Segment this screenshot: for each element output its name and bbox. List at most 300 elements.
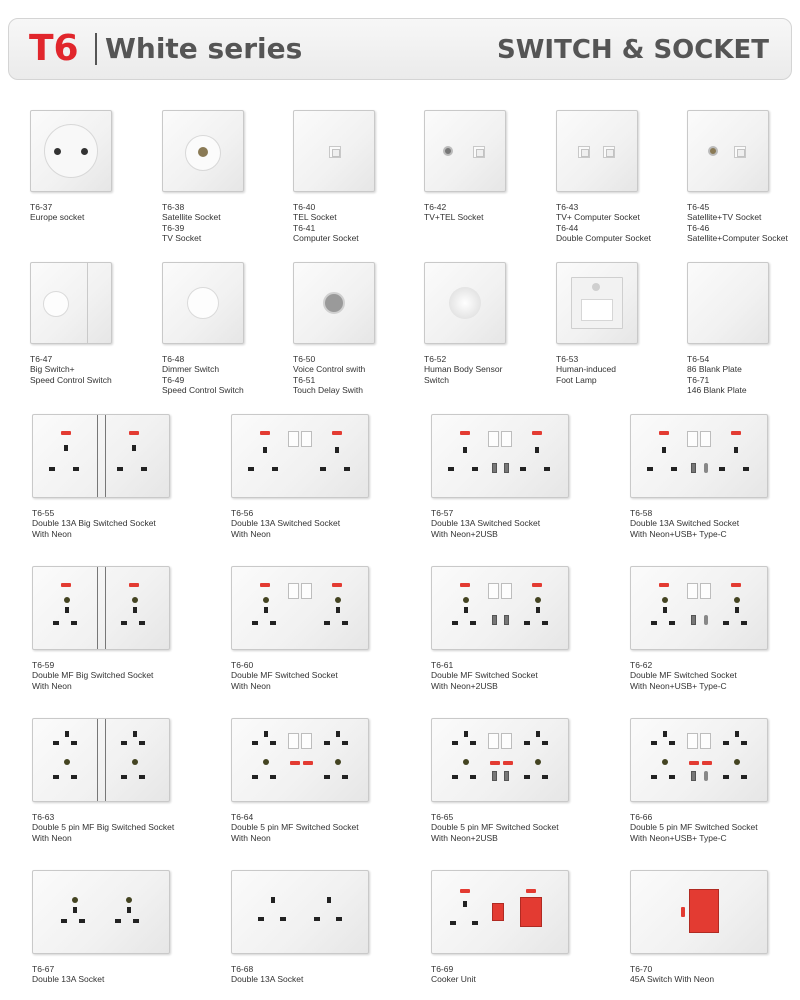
neutral-pin [741,775,747,779]
product-name: Touch Delay Swith [293,384,363,395]
neon-indicator [61,431,71,435]
neon-indicator [681,907,685,917]
model-number: T6-52 [424,354,447,364]
neutral-pin [73,467,79,471]
live-pin [452,775,458,779]
product-name: Human Body Sensor [424,364,503,375]
neon-indicator [532,583,542,587]
product-name: Double 13A Socket [231,974,304,985]
live-pin [320,467,326,471]
live-pin [121,741,127,745]
live-pin [61,919,67,923]
neon-indicator [702,761,712,765]
product-name: Speed Control Switch [30,374,112,385]
product-card [630,718,768,843]
product-card [556,110,651,243]
product-name: Double 13A Switched Socket [431,518,541,529]
data-port [578,146,590,158]
rocker-switch [687,431,698,447]
rocker-switch [301,583,312,599]
earth-pin [335,447,339,453]
product-image [30,110,112,192]
mf-socket-hole [734,597,740,603]
model-number: T6-55 [32,508,55,518]
product-name: Double 13A Switched Socket [630,518,740,529]
product-caption [231,964,369,985]
product-name: 86 Blank Plate [687,364,742,375]
product-image [431,870,569,954]
neutral-pin [342,775,348,779]
product-name: Double 5 pin MF Switched Socket [630,822,758,833]
usb-port [504,615,509,625]
product-card [630,414,768,539]
mf-socket-hole [132,759,138,765]
mf-socket-hole [535,597,541,603]
live-pin [117,467,123,471]
product-name: Double MF Big Switched Socket [32,670,154,681]
mf-socket-hole [662,597,668,603]
live-pin [248,467,254,471]
product-card [424,262,506,385]
product-image [231,414,369,498]
product-name: Satellite Socket [162,212,221,223]
socket-hole [54,148,61,155]
neutral-pin [542,775,548,779]
earth-pin [536,607,540,613]
model-number: T6-67 [32,964,55,974]
model-number: T6-51 [293,374,316,385]
product-image [293,110,375,192]
product-caption [630,508,768,539]
product-card [30,262,112,385]
earth-pin [133,731,137,737]
data-port [329,146,341,158]
model-number: T6-43 [556,202,579,212]
earth-pin [535,447,539,453]
product-card [32,566,170,691]
mf-socket-hole [463,759,469,765]
product-name: Switch [424,374,450,385]
earth-pin [271,897,275,903]
neon-indicator [731,431,741,435]
product-caption [162,202,244,243]
usb-port [492,463,497,473]
neon-indicator [490,761,500,765]
rocker-switch [501,733,512,749]
live-pin [252,775,258,779]
earth-pin [735,607,739,613]
usb-port [691,771,696,781]
model-number: T6-57 [431,508,454,518]
earth-pin [663,731,667,737]
product-card [687,110,788,243]
product-name: Satellite+TV Socket [687,212,762,223]
live-pin [452,741,458,745]
earth-pin [73,907,77,913]
product-card [32,718,174,843]
rocker-switch [488,431,499,447]
earth-pin [127,907,131,913]
neutral-pin [671,467,677,471]
switch-divider [105,567,106,649]
product-name: With Neon [231,680,271,691]
neon-indicator [731,583,741,587]
product-name: 45A Switch With Neon [630,974,715,985]
product-image [162,262,244,344]
neutral-pin [141,467,147,471]
header-divider [95,33,97,65]
neutral-pin [542,741,548,745]
product-image [32,566,170,650]
rocker-switch [700,431,711,447]
live-pin [723,775,729,779]
model-number: T6-63 [32,812,55,822]
mf-socket-hole [263,597,269,603]
earth-pin [336,607,340,613]
product-image [424,262,506,344]
type-c-port [704,463,708,473]
live-pin [520,467,526,471]
model-number: T6-40 [293,202,316,212]
product-image [556,110,638,192]
product-caption [556,202,651,243]
earth-pin [662,447,666,453]
neutral-pin [470,741,476,745]
mf-socket-hole [662,759,668,765]
neutral-pin [270,621,276,625]
neutral-pin [743,467,749,471]
neon-indicator [290,761,300,765]
live-pin [53,775,59,779]
earth-pin [327,897,331,903]
neutral-pin [544,467,550,471]
product-name: Speed Control Switch [162,384,244,395]
earth-pin [464,731,468,737]
product-card [630,566,768,691]
earth-pin [64,445,68,451]
rocker-switch [301,431,312,447]
rocker-switch [700,583,711,599]
earth-pin [336,731,340,737]
switch-divider [105,415,106,497]
product-name: TEL Socket [293,212,337,223]
product-image [162,110,244,192]
rocker-switch [488,583,499,599]
live-pin [723,621,729,625]
product-caption [431,964,569,985]
product-name: Europe socket [30,212,85,223]
product-name: Double MF Switched Socket [630,670,737,681]
neon-indicator [532,431,542,435]
earth-pin [264,731,268,737]
neon-indicator [332,583,342,587]
product-caption [630,660,768,691]
usb-port [691,615,696,625]
usb-port [492,615,497,625]
neutral-pin [342,621,348,625]
model-number: T6-38 [162,202,185,212]
model-number: T6-48 [162,354,185,364]
neon-indicator [659,583,669,587]
product-name: With Neon+USB+ Type-C [630,832,727,843]
product-name: Dimmer Switch [162,364,220,375]
product-card [293,262,375,395]
type-c-port [704,771,708,781]
product-name: Foot Lamp [556,374,597,385]
neutral-pin [336,917,342,921]
neon-indicator [303,761,313,765]
product-card [630,870,768,985]
live-pin [450,921,456,925]
product-name: With Neon [32,832,72,843]
product-image [431,414,569,498]
rocker-switch [301,733,312,749]
dimmer-knob [187,287,219,319]
product-caption [30,202,112,223]
model-number: T6-46 [687,222,710,233]
product-name: Big Switch+ [30,364,75,375]
neutral-pin [542,621,548,625]
live-pin [53,741,59,745]
series-title: White series [105,32,303,65]
neon-indicator [526,889,536,893]
usb-port [504,463,509,473]
earth-pin [663,607,667,613]
product-card [687,262,769,395]
neutral-pin [139,741,145,745]
brand-code: T6 [29,28,79,69]
rocker-switch [288,583,299,599]
rocker-switch [700,733,711,749]
product-image [556,262,638,344]
neutral-pin [139,621,145,625]
earth-pin [734,447,738,453]
euro-socket-face [44,124,98,178]
rocker-switch [687,583,698,599]
product-name: With Neon+USB+ Type-C [630,680,727,691]
type-c-port [704,615,708,625]
model-number: T6-71 [687,374,710,385]
product-caption [231,812,369,843]
product-image [231,718,369,802]
model-number: T6-37 [30,202,53,212]
mf-socket-hole [335,759,341,765]
model-number: T6-69 [431,964,454,974]
product-caption [32,508,170,539]
data-port [734,146,746,158]
live-pin [258,917,264,921]
neutral-pin [472,921,478,925]
product-caption [32,660,170,691]
neutral-pin [71,621,77,625]
product-card [293,110,375,243]
neutral-pin [741,741,747,745]
model-number: T6-64 [231,812,254,822]
product-name: Double 5 pin MF Switched Socket [431,822,559,833]
satellite-connector [198,147,208,157]
model-number: T6-54 [687,354,710,364]
product-image [32,718,170,802]
catalog-header [8,18,792,80]
earth-pin [463,901,467,907]
live-pin [53,621,59,625]
model-number: T6-60 [231,660,254,670]
product-name: With Neon [32,528,72,539]
product-name: TV+ Computer Socket [556,212,640,223]
product-caption [687,354,769,395]
product-name: With Neon+2USB [431,528,498,539]
live-pin [324,621,330,625]
neon-indicator [460,889,470,893]
neutral-pin [470,621,476,625]
product-caption [556,354,638,385]
socket-hole [81,148,88,155]
product-caption [687,202,788,243]
model-number: T6-59 [32,660,55,670]
cooker-switch [520,897,542,927]
earth-pin [735,731,739,737]
product-card [424,110,506,223]
model-number: T6-65 [431,812,454,822]
live-pin [252,741,258,745]
neon-indicator [260,583,270,587]
live-pin [324,741,330,745]
earth-pin [264,607,268,613]
neutral-pin [669,775,675,779]
product-card [162,262,244,395]
neutral-pin [71,741,77,745]
product-image [431,566,569,650]
product-caption [231,508,369,539]
product-caption [424,202,506,223]
model-number: T6-47 [30,354,53,364]
product-card [162,110,244,243]
earth-pin [65,607,69,613]
product-image [630,566,768,650]
live-pin [723,741,729,745]
neutral-pin [669,741,675,745]
product-image [687,110,769,192]
mf-socket-hole [734,759,740,765]
model-number: T6-62 [630,660,653,670]
product-name: Double MF Switched Socket [231,670,338,681]
product-caption [293,202,375,243]
usb-port [691,463,696,473]
live-pin [651,621,657,625]
product-name: With Neon [231,832,271,843]
product-name: Double 5 pin MF Big Switched Socket [32,822,175,833]
neutral-pin [470,775,476,779]
model-number: T6-61 [431,660,454,670]
product-name: Satellite+Computer Socket [687,232,788,243]
mf-socket-hole [64,597,70,603]
mf-socket-hole [335,597,341,603]
sensor-eye [592,283,600,291]
live-pin [324,775,330,779]
mf-socket-hole [263,759,269,765]
product-caption [431,660,569,691]
product-image [630,870,768,954]
rocker-switch [501,431,512,447]
neutral-pin [669,621,675,625]
product-name: Double MF Switched Socket [431,670,538,681]
earth-pin [132,445,136,451]
category-title: SWITCH & SOCKET [497,35,769,65]
switch-divider [97,567,98,649]
live-pin [115,919,121,923]
neutral-pin [472,467,478,471]
product-card [231,718,369,843]
product-name: With Neon+2USB [431,832,498,843]
rocker-switch [501,583,512,599]
model-number: T6-42 [424,202,447,212]
live-pin [524,741,530,745]
neutral-pin [270,775,276,779]
product-caption [293,354,375,395]
earth-pin [464,607,468,613]
satellite-port [708,146,718,156]
rocker-switch [488,733,499,749]
product-image [32,414,170,498]
speed-control-knob [43,291,69,317]
model-number: T6-49 [162,374,185,385]
product-card [431,718,569,843]
product-caption [431,812,569,843]
product-name: Cooker Unit [431,974,476,985]
model-number: T6-70 [630,964,653,974]
model-number: T6-44 [556,222,579,233]
product-name: With Neon [32,680,72,691]
touch-sensor [323,292,345,314]
neon-indicator [460,431,470,435]
product-name: Double 13A Socket [32,974,105,985]
model-number: T6-39 [162,222,185,233]
live-pin [524,775,530,779]
mf-socket-hole [535,759,541,765]
product-card [32,414,170,539]
mf-socket-hole [132,597,138,603]
neon-indicator [659,431,669,435]
neon-indicator [503,761,513,765]
model-number: T6-58 [630,508,653,518]
rocker-switch [687,733,698,749]
mf-socket-hole [64,759,70,765]
live-pin [121,621,127,625]
neutral-pin [79,919,85,923]
product-name: TV Socket [162,232,202,243]
mf-socket-hole [126,897,132,903]
product-name: Double 13A Big Switched Socket [32,518,156,529]
live-pin [121,775,127,779]
product-caption [431,508,569,539]
neon-indicator [129,431,139,435]
product-image [30,262,112,344]
switch-divider [105,719,106,801]
live-pin [49,467,55,471]
mf-socket-hole [72,897,78,903]
model-number: T6-45 [687,202,710,212]
neutral-pin [344,467,350,471]
neutral-pin [270,741,276,745]
lamp-lens [581,299,613,321]
model-number: T6-66 [630,812,653,822]
product-name: TV+TEL Socket [424,212,484,223]
switch-divider [97,415,98,497]
product-caption [30,354,112,385]
live-pin [314,917,320,921]
product-image [630,718,768,802]
usb-port [504,771,509,781]
